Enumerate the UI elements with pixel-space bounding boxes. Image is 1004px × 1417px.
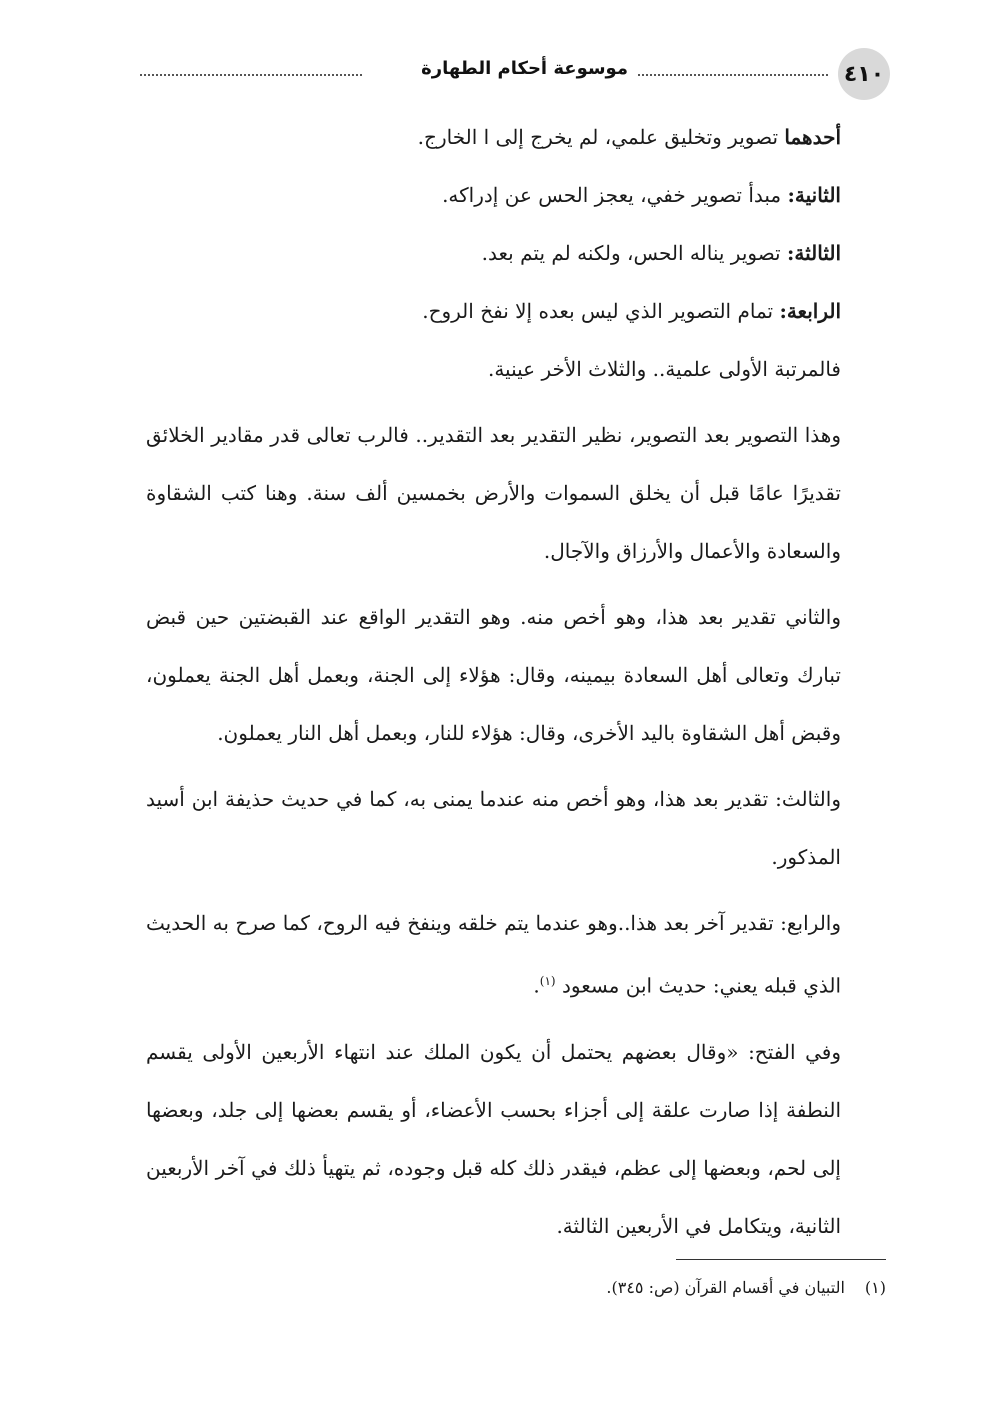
running-title: موسوعة أحكام الطهارة (421, 58, 628, 79)
paragraph-fourth (146, 894, 886, 1015)
paragraph-third: والثالث: تقدير بعد هذا، وهو أخص منه عندما يمنى به، كما في حديث حذيفة ابن أسيد المذكور. (146, 787, 841, 869)
footnote-separator (676, 1259, 886, 1260)
main-text (146, 108, 886, 1255)
list-item (146, 166, 886, 224)
list-item (146, 224, 886, 282)
list-item (146, 282, 886, 340)
footnote-text: التبيان في أقسام القرآن (ص: ٣٤٥). (606, 1278, 845, 1297)
paragraph-second: والثاني تقدير بعد هذا، وهو أخص منه. وهو التقدير الواقع عند القبضتين حين قبض تبارك وتعالى أهل السعادة بيمينه، وقال: هؤلاء إلى الجنة، وبعمل أهل الجنة يعملون، وقبض أهل الشقاوة باليد الأخرى، وقال: هؤلاء للنار، وبعمل أهل النار يعملون. (146, 605, 841, 745)
footnote-marker[interactable]: (١) (539, 974, 556, 988)
item-text: تصوير وتخليق علمي، لم يخرج إلى ا الخارج. (417, 125, 785, 149)
summary-line: فالمرتبة الأولى علمية.. والثلاث الأخر عينية. (487, 357, 841, 381)
page-number-badge: ٤١٠ (838, 48, 890, 100)
item-heading: الثانية: (787, 183, 841, 207)
item-heading: الثالثة: (786, 241, 841, 265)
paragraph-fath: وفي الفتح: «وقال بعضهم يحتمل أن يكون الملك عند انتهاء الأربعين الأولى يقسم النطفة إذا صارت علقة إلى أجزاء بحسب الأعضاء، أو يقسم بعضها إلى جلد، وبعضها إلى لحم، وبعضها إلى عظم، فيقدر ذلك كله قبل وجوده، ثم يتهيأ ذلك في آخر الأربعين الثانية، ويتكامل في الأربعين الثالثة. (146, 1039, 841, 1238)
item-heading: أحدهما (784, 125, 841, 149)
page-header (140, 48, 890, 100)
item-heading: الرابعة: (779, 299, 841, 323)
item-text: تصوير يناله الحس، ولكنه لم يتم بعد. (481, 241, 787, 265)
header-dotted-rule-left (140, 74, 362, 76)
paragraph-taqdir: وهذا التصوير بعد التصوير، نظير التقدير بعد التقدير.. فالرب تعالى قدر مقادير الخلائق تقديرًا عامًا قبل أن يخلق السموات والأرض بخمسين ألف سنة. وهنا كتب الشقاوة والسعادة والأعمال والأرزاق والآجال. (146, 423, 841, 563)
item-text: مبدأ تصوير خفي، يعجز الحس عن إدراكه. (442, 183, 788, 207)
footnote-number: (١) (864, 1278, 886, 1297)
header-dotted-rule-right (638, 74, 828, 76)
list-item (146, 108, 886, 166)
item-text: تمام التصوير الذي ليس بعده إلا نفخ الروح. (422, 299, 780, 323)
paragraph-end: . (533, 973, 540, 998)
paragraph-text: والرابع: تقدير آخر بعد هذا..وهو عندما يتم خلقه وينفخ فيه الروح، كما صرح به الحديث الذي قبله يعني: حديث ابن مسعود (146, 911, 841, 998)
footnote (606, 1278, 886, 1297)
